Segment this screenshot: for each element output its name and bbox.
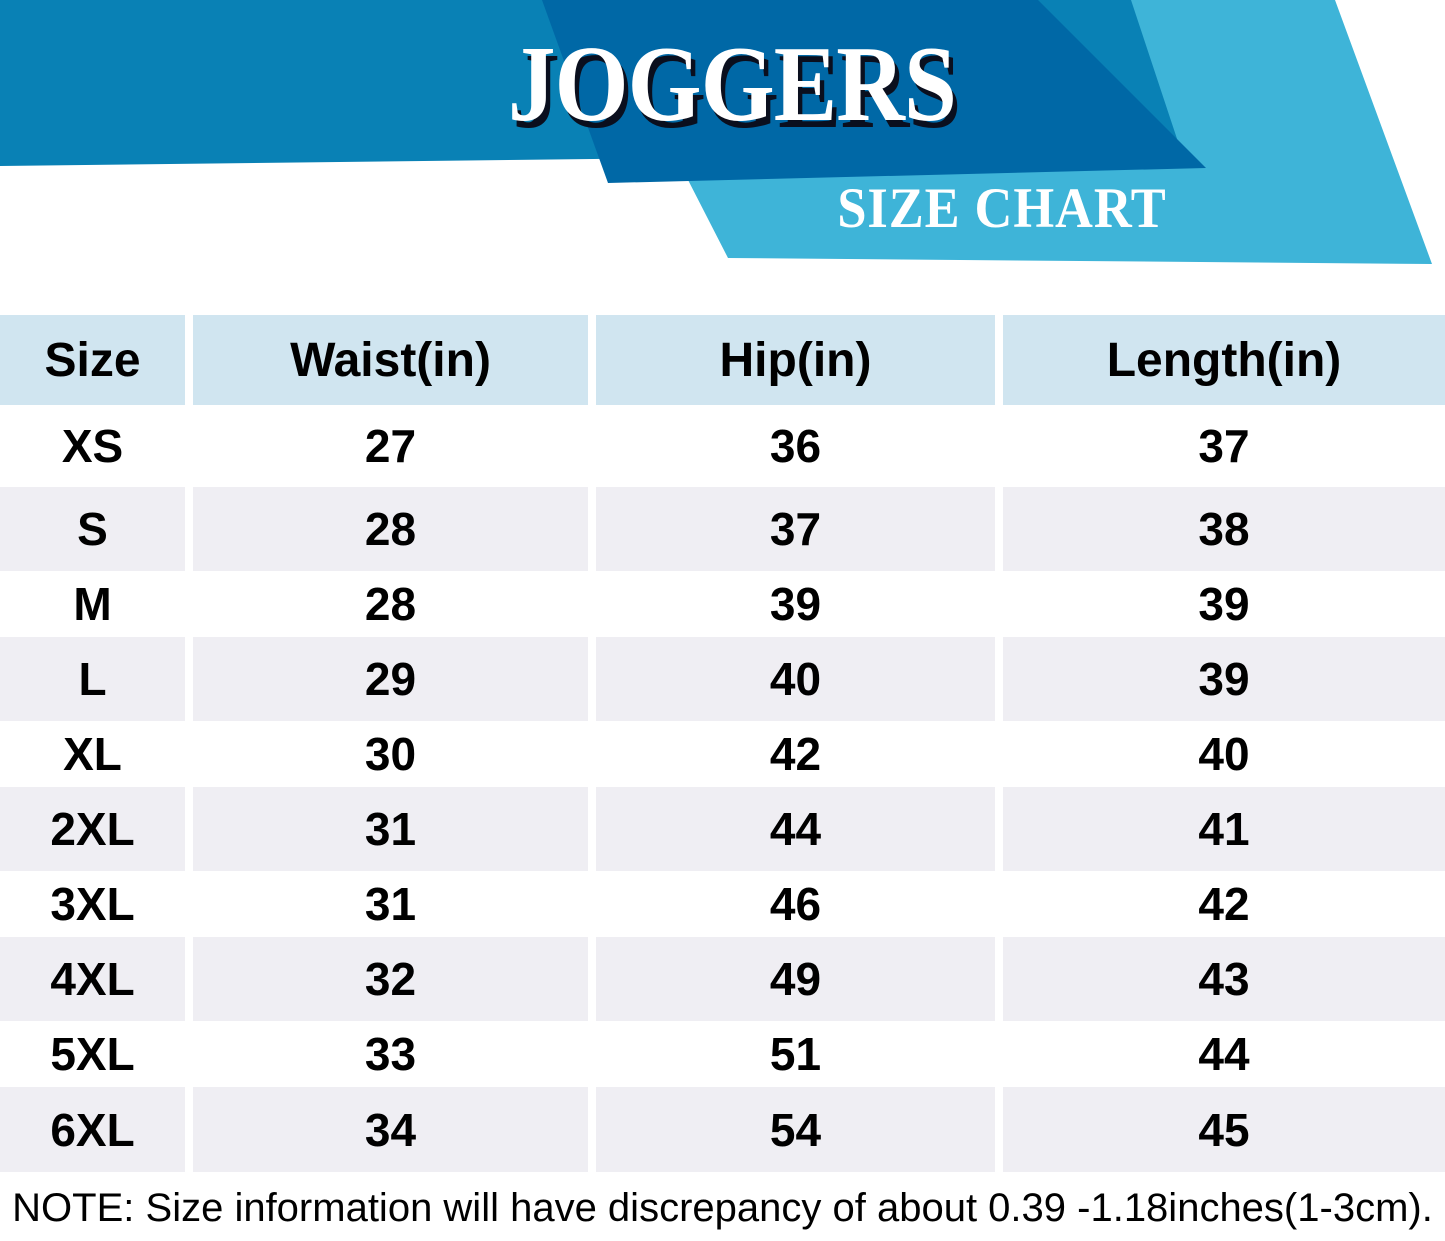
waist-cell: 34 [193, 1087, 588, 1172]
hip-cell: 37 [596, 487, 995, 571]
waist-cell: 31 [193, 871, 588, 937]
length-cell: 40 [1003, 721, 1445, 787]
size-cell: 5XL [0, 1021, 185, 1087]
waist-cell: 28 [193, 487, 588, 571]
header-cell-waist: Waist(in) [193, 315, 588, 405]
page-subtitle: SIZE CHART [837, 177, 1167, 240]
header-cell-size: Size [0, 315, 185, 405]
page-title: JOGGERS [507, 25, 957, 144]
table-row [0, 871, 1445, 937]
table-row [0, 1087, 1445, 1172]
hip-cell: 54 [596, 1087, 995, 1172]
length-cell: 42 [1003, 871, 1445, 937]
hip-cell: 40 [596, 637, 995, 721]
header-cell-length: Length(in) [1003, 315, 1445, 405]
length-cell: 39 [1003, 637, 1445, 721]
hip-cell: 46 [596, 871, 995, 937]
size-cell: 6XL [0, 1087, 185, 1172]
size-cell: 2XL [0, 787, 185, 871]
length-cell: 45 [1003, 1087, 1445, 1172]
waist-cell: 28 [193, 571, 588, 637]
table-row [0, 487, 1445, 571]
table-row [0, 571, 1445, 637]
waist-cell: 29 [193, 637, 588, 721]
table-row [0, 787, 1445, 871]
header-cell-hip: Hip(in) [596, 315, 995, 405]
hip-cell: 36 [596, 405, 995, 487]
waist-cell: 33 [193, 1021, 588, 1087]
hip-cell: 42 [596, 721, 995, 787]
hip-cell: 44 [596, 787, 995, 871]
table-body [0, 405, 1445, 1172]
size-cell: 4XL [0, 937, 185, 1021]
hip-cell: 51 [596, 1021, 995, 1087]
size-cell: S [0, 487, 185, 571]
size-table [0, 315, 1445, 1172]
table-row [0, 405, 1445, 487]
length-cell: 37 [1003, 405, 1445, 487]
table-row [0, 1021, 1445, 1087]
size-cell: 3XL [0, 871, 185, 937]
table-row [0, 937, 1445, 1021]
size-cell: L [0, 637, 185, 721]
waist-cell: 32 [193, 937, 588, 1021]
note-text: NOTE: Size information will have discrepancy of about 0.39 -1.18inches(1-3cm). [12, 1186, 1433, 1230]
hip-cell: 39 [596, 571, 995, 637]
length-cell: 44 [1003, 1021, 1445, 1087]
size-cell: XS [0, 405, 185, 487]
waist-cell: 27 [193, 405, 588, 487]
hip-cell: 49 [596, 937, 995, 1021]
waist-cell: 31 [193, 787, 588, 871]
length-cell: 41 [1003, 787, 1445, 871]
waist-cell: 30 [193, 721, 588, 787]
size-cell: XL [0, 721, 185, 787]
table-row [0, 637, 1445, 721]
length-cell: 43 [1003, 937, 1445, 1021]
table-header-row [0, 315, 1445, 405]
length-cell: 38 [1003, 487, 1445, 571]
size-cell: M [0, 571, 185, 637]
length-cell: 39 [1003, 571, 1445, 637]
table-row [0, 721, 1445, 787]
